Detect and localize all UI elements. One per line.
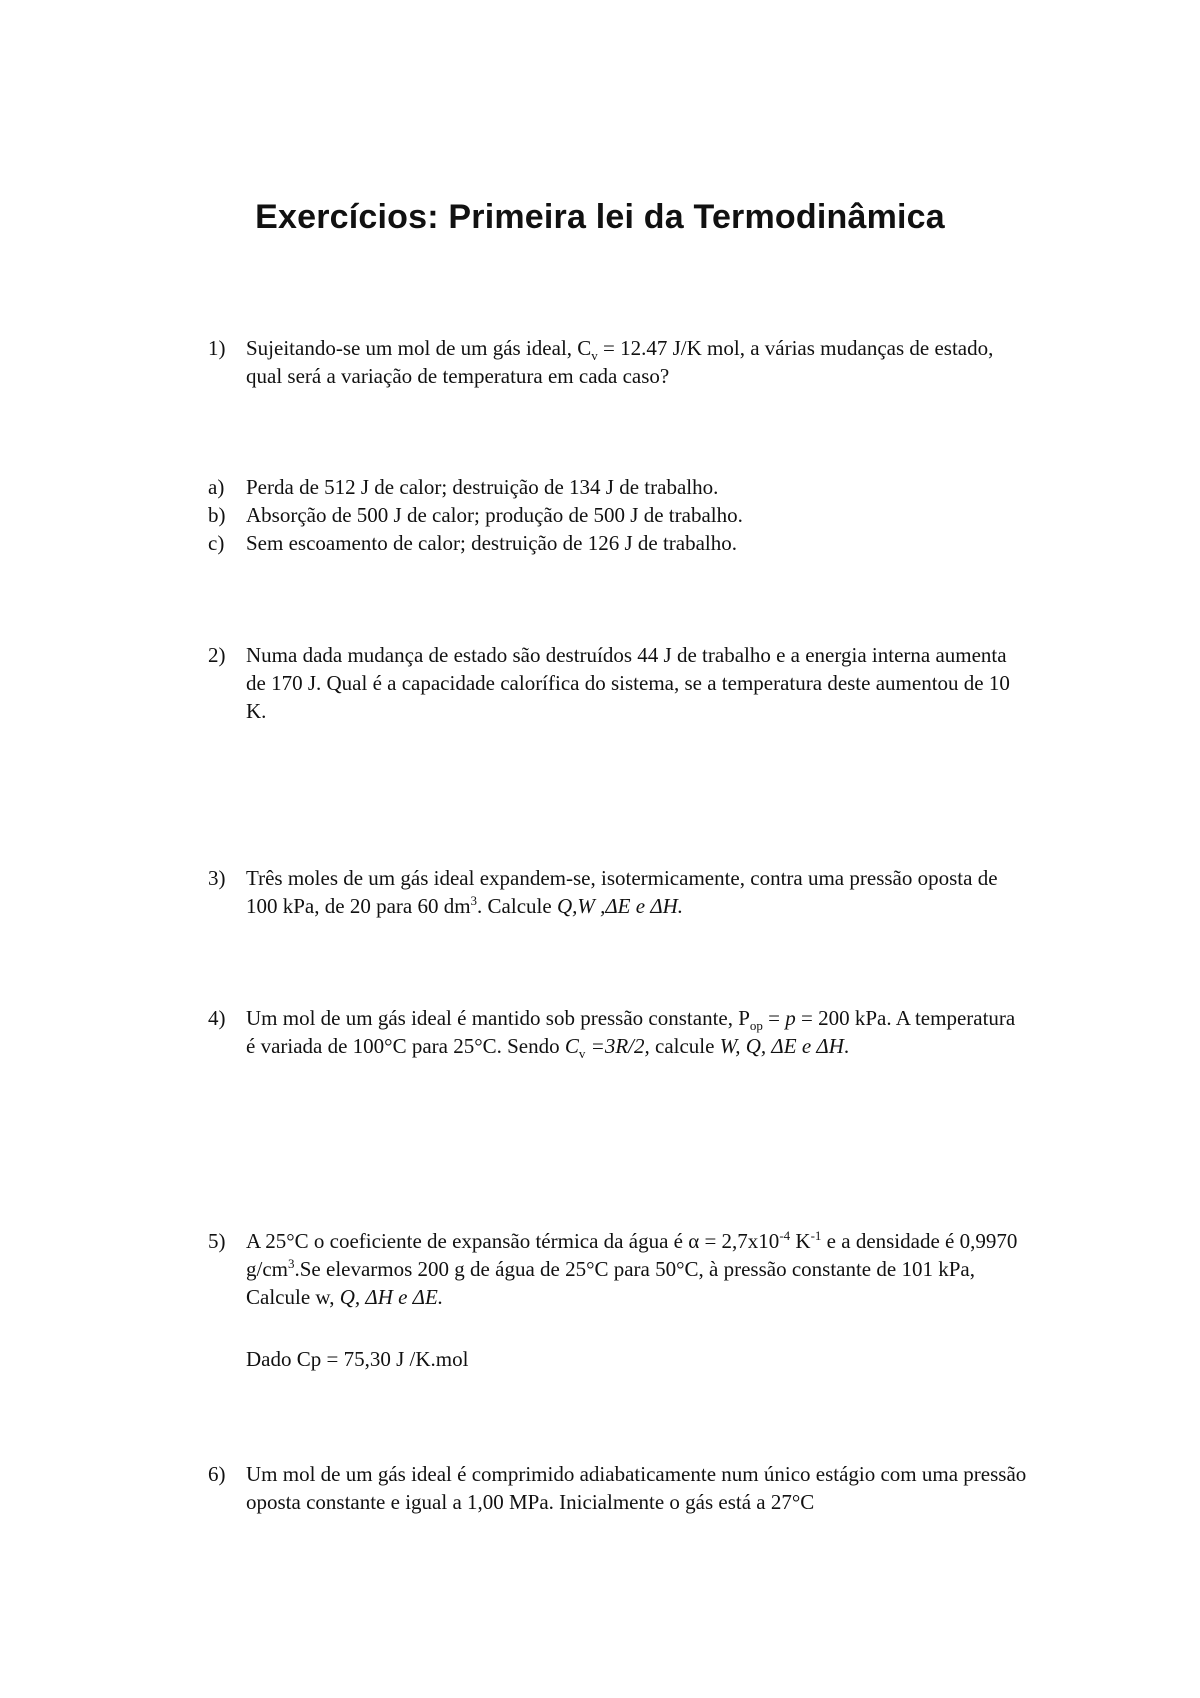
question-5-variables: Q, ΔH e ΔE. [339,1285,444,1309]
question-1 [208,334,1028,390]
question-number: 2) [208,643,226,667]
list-item [208,501,1028,529]
superscript: 3 [470,893,478,908]
item-text: Absorção de 500 J de calor; produção de 500 J de trabalho. [246,503,743,527]
item-letter: c) [208,531,225,555]
question-6-body: Um mol de um gás ideal é comprimido adiabaticamente num único estágio com uma pressão oposta constante e igual a 1,00 MPa. Inicialmente o gás está a 27°C [246,1462,1027,1514]
question-4-pre: Um mol de um gás ideal é mantido sob pressão constante, P [246,1006,750,1030]
cv-variable: C [564,1034,579,1058]
question-number: 6) [208,1462,226,1486]
item-text: Perda de 512 J de calor; destruição de 134 J de trabalho. [246,475,719,499]
question-1-pre: Sujeitando-se um mol de um gás ideal, C [246,336,592,360]
cv-value: =3R/2, [585,1034,650,1058]
p-variable: p [785,1006,796,1030]
question-5-mid: e a densidade é 0,9970 g/cm [246,1229,1018,1281]
question-3-variables: Q,W ,ΔE e ΔH. [556,894,684,918]
question-1-post: = 12.47 J/K mol, a várias mudanças de estado, qual será a variação de temperatura em cada caso? [246,336,994,388]
question-4-variables: W, Q, ΔE e ΔH [719,1034,844,1058]
question-6 [208,1460,1028,1516]
equals-sign: = [762,1006,786,1030]
item-text: Sem escoamento de calor; destruição de 126 J de trabalho. [246,531,737,555]
given-data: Dado Cp = 75,30 J /K.mol [246,1347,469,1371]
page-title: Exercícios: Primeira lei da Termodinâmica [255,198,945,236]
question-number: 1) [208,336,226,360]
question-4-text [208,1004,1028,1060]
question-3-mid: . Calcule [477,894,557,918]
question-3-text [208,864,1028,920]
question-1-items [208,473,1028,557]
exponent: -4 [779,1228,791,1243]
exponent: 3 [288,1256,295,1271]
exponent: -1 [810,1228,822,1243]
question-5 [208,1227,1028,1311]
question-4-mid: = 200 kPa. A temperatura é variada de 100°C para 25°C. Sendo [246,1006,1016,1058]
question-3 [208,864,1028,920]
question-5-post: .Se elevarmos 200 g de água de 25°C para 50°C, à pressão constante de 101 kPa, Calcule w, [246,1257,975,1309]
question-5-text [208,1227,1028,1311]
question-4 [208,1004,1028,1060]
question-1-text [208,334,1028,390]
question-number: 5) [208,1229,226,1253]
question-2-body: Numa dada mudança de estado são destruídos 44 J de trabalho e a energia interna aumenta de 170 J. Qual é a capacidade calorífica do sistema, se a temperatura deste aumentou de 10 K. [246,643,1010,723]
list-item [208,529,1028,557]
item-letter: b) [208,503,226,527]
question-6-text [208,1460,1028,1516]
item-letter: a) [208,475,225,499]
question-number: 4) [208,1006,226,1030]
question-3-pre: Três moles de um gás ideal expandem-se, isotermicamente, contra uma pressão oposta de 100 kPa, de 20 para 60 dm [246,866,998,918]
cv-subscript: v [578,1046,586,1062]
question-number: 3) [208,866,226,890]
question-2-text [208,641,1028,725]
period: . [843,1034,850,1058]
list-item [208,473,1028,501]
question-5-pre: A 25°C o coeficiente de expansão térmica da água é α = 2,7x10 [246,1229,780,1253]
calc-word: calcule [649,1034,720,1058]
cv-subscript: v [591,348,598,364]
kelvin-unit: K [790,1229,811,1253]
question-2 [208,641,1028,725]
pop-subscript: op [749,1018,763,1034]
